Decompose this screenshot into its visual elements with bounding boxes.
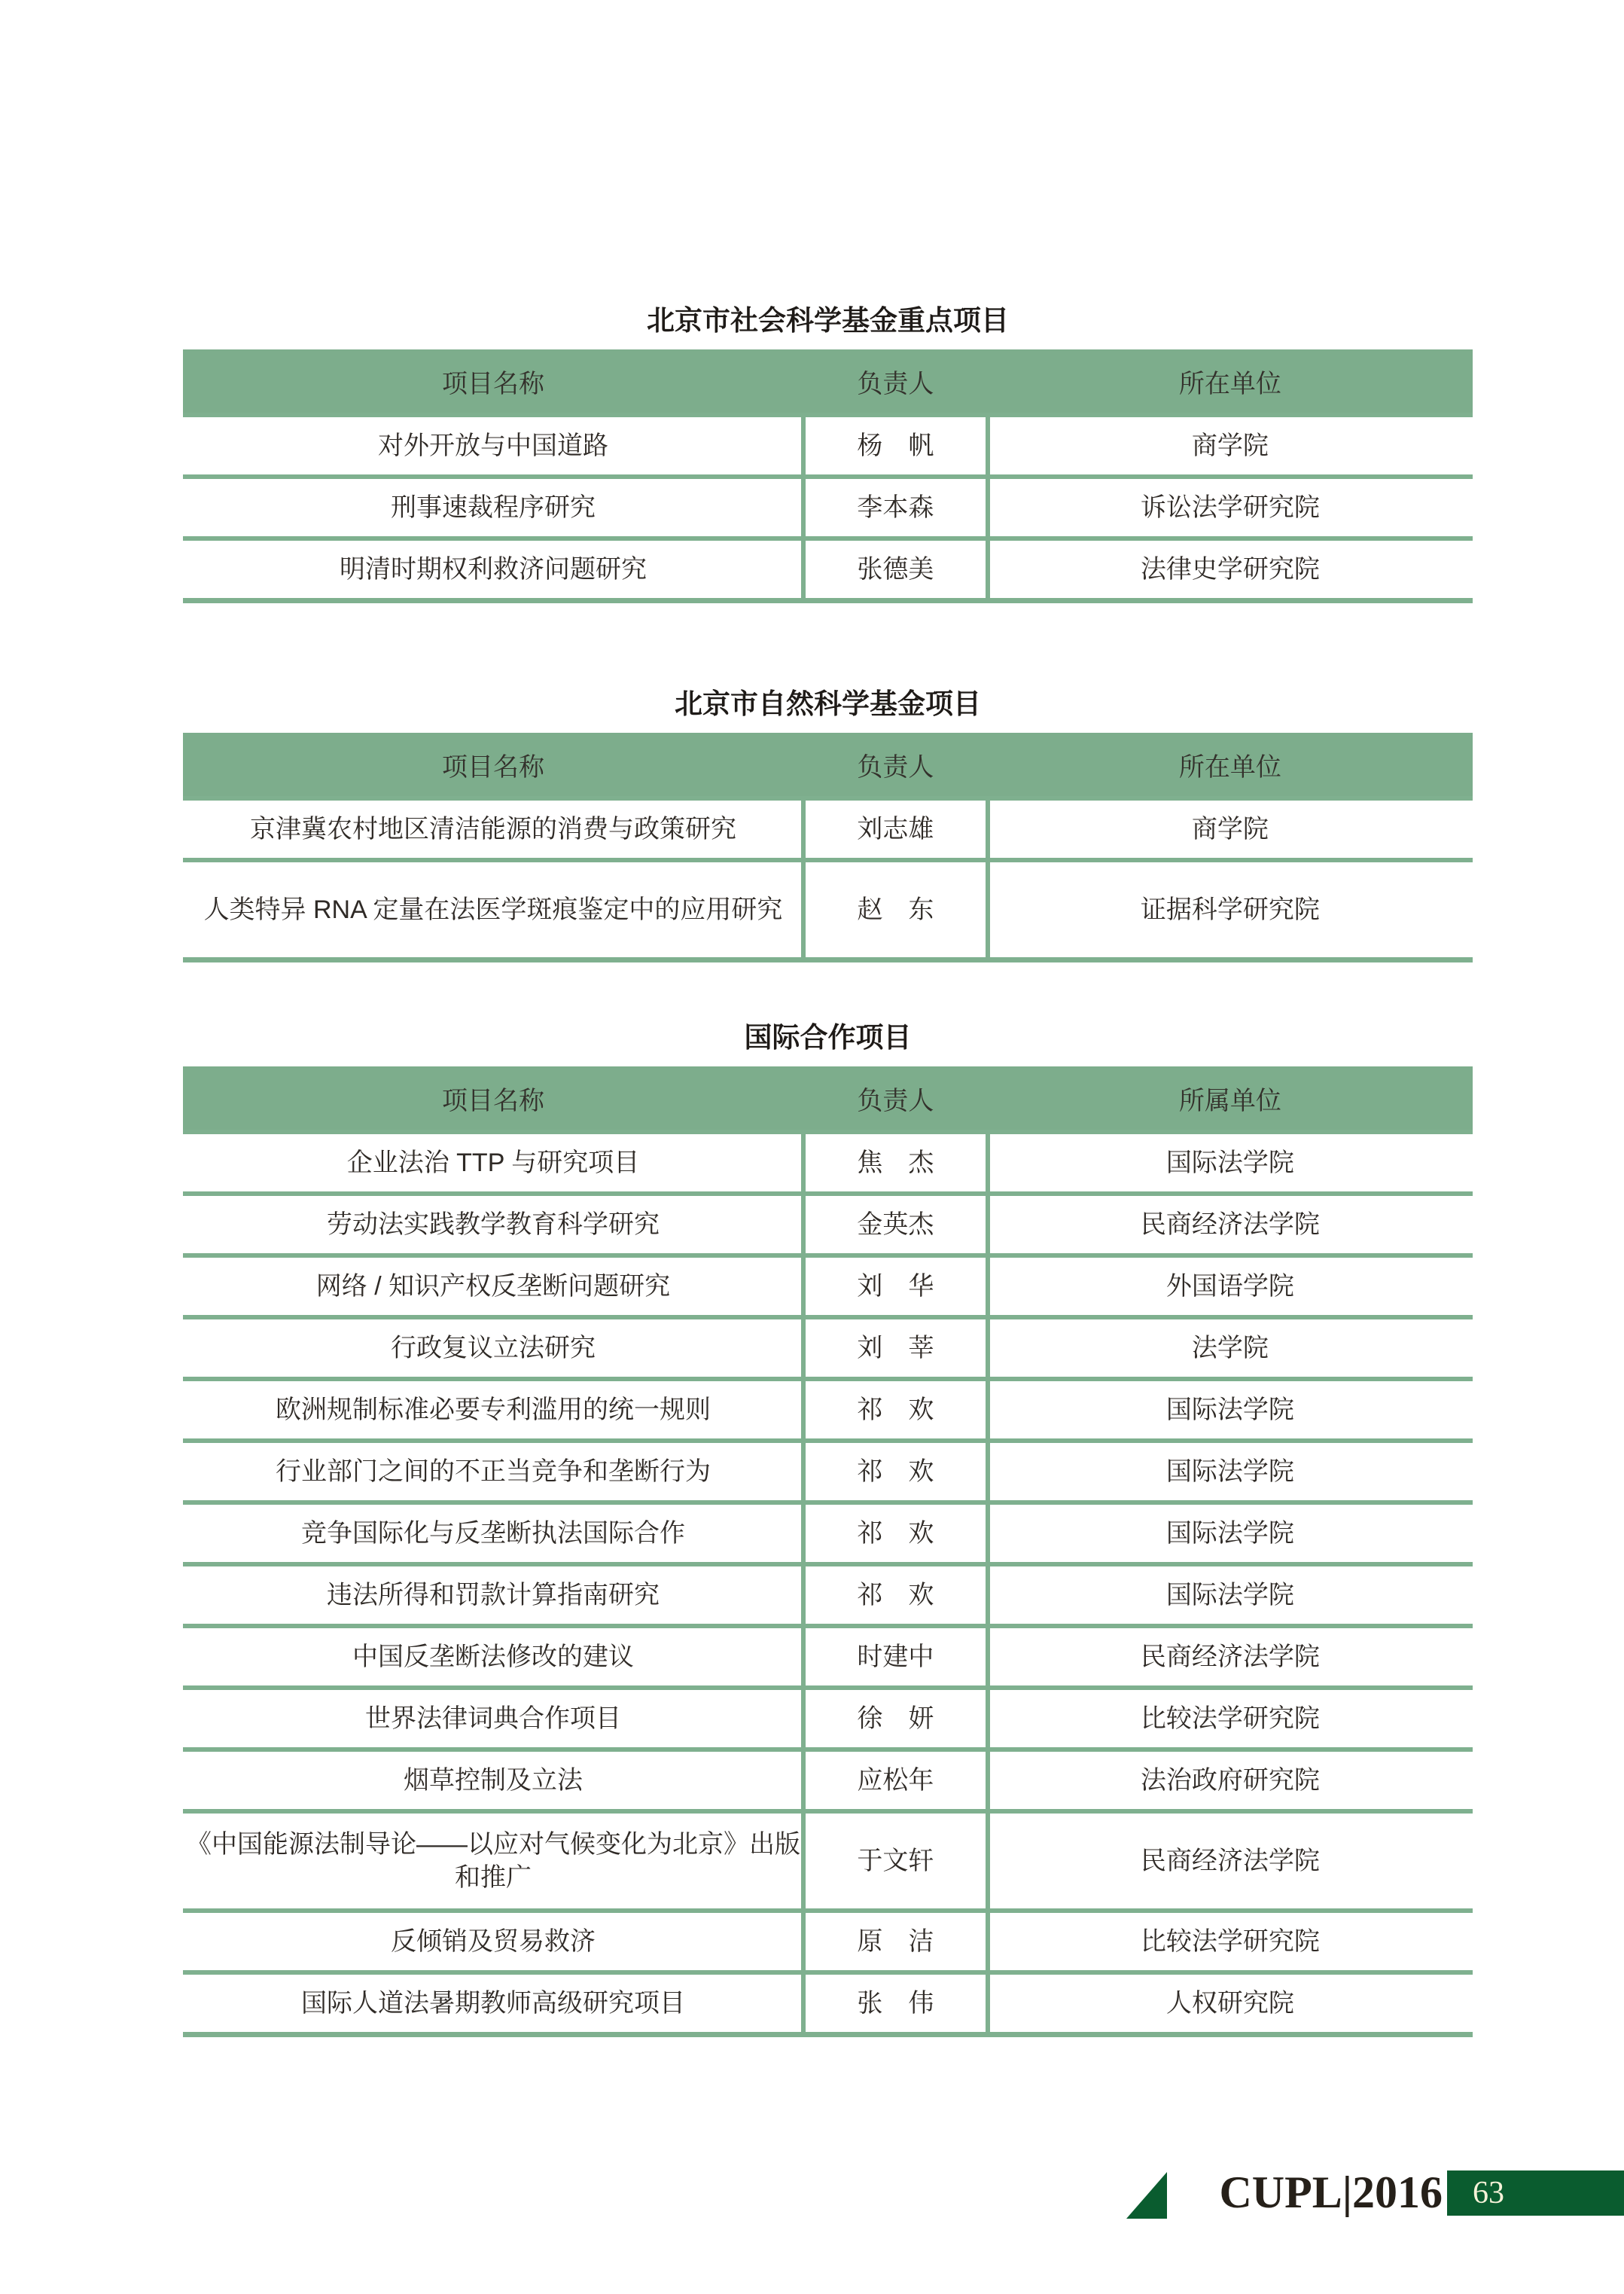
- table-row: [183, 1970, 1473, 2032]
- leader-name-cell: 张德美: [857, 555, 934, 584]
- page-number: 63: [1473, 2176, 1504, 2210]
- leader-name-cell: 祁 欢: [857, 1396, 934, 1424]
- project-name-cell: 网络 / 知识产权反垄断问题研究: [315, 1272, 671, 1301]
- table-row: [183, 1685, 1473, 1747]
- project-name-cell: 企业法治 TTP 与研究项目: [346, 1149, 640, 1177]
- project-name-cell: 中国反垄断法修改的建议: [352, 1643, 634, 1671]
- column-divider: [986, 796, 990, 957]
- table-row: [183, 413, 1473, 474]
- unit-name-cell: 法学院: [1191, 1334, 1269, 1362]
- unit-name-cell: 法治政府研究院: [1140, 1766, 1320, 1795]
- project-name-cell: 行政复议立法研究: [390, 1334, 596, 1362]
- unit-name-cell: 人权研究院: [1165, 1989, 1294, 2018]
- project-name-cell: 《中国能源法制导论——以应对气候变化为北京》出版和推广: [185, 1830, 800, 1892]
- column-header-project-name: 项目名称: [441, 1086, 544, 1115]
- table-header-row: [183, 1066, 1473, 1130]
- table-row: [183, 1253, 1473, 1315]
- unit-name-cell: 法律史学研究院: [1140, 555, 1320, 584]
- project-name-cell: 京津冀农村地区清洁能源的消费与政策研究: [249, 815, 736, 843]
- projects-table: [183, 349, 1473, 603]
- project-name-cell: 违法所得和罚款计算指南研究: [326, 1581, 660, 1609]
- table-row: [183, 474, 1473, 536]
- project-name-cell: 劳动法实践教学教育科学研究: [326, 1210, 660, 1239]
- table-row: [183, 1315, 1473, 1377]
- leader-name-cell: 祁 欢: [857, 1457, 934, 1486]
- leader-name-cell: 刘志雄: [857, 815, 934, 843]
- table-header-row: [183, 349, 1473, 413]
- table-title: 北京市自然科学基金项目: [675, 688, 981, 719]
- projects-table: [183, 1066, 1473, 2037]
- table-section: [183, 1020, 1473, 2037]
- project-name-cell: 明清时期权利救济问题研究: [339, 555, 647, 584]
- table-row: [183, 536, 1473, 598]
- project-name-cell: 世界法律词典合作项目: [364, 1704, 621, 1733]
- table-section: [183, 686, 1473, 962]
- column-header-unit: 所属单位: [1178, 1086, 1281, 1115]
- unit-name-cell: 比较法学研究院: [1140, 1927, 1320, 1956]
- column-divider: [801, 1130, 806, 2032]
- leader-name-cell: 焦 杰: [857, 1149, 934, 1177]
- unit-name-cell: 商学院: [1191, 432, 1269, 460]
- project-name-cell: 反倾销及贸易救济: [390, 1927, 596, 1956]
- column-header-unit: 所在单位: [1178, 369, 1281, 398]
- leader-name-cell: 祁 欢: [857, 1519, 934, 1548]
- unit-name-cell: 国际法学院: [1165, 1396, 1294, 1424]
- leader-name-cell: 于文轩: [857, 1847, 934, 1875]
- column-header-project-name: 项目名称: [441, 369, 544, 398]
- footer-triangle-icon: [1126, 2172, 1167, 2219]
- table-section: [183, 303, 1473, 603]
- table-title: 北京市社会科学基金重点项目: [647, 305, 1009, 336]
- project-name-cell: 刑事速裁程序研究: [390, 493, 596, 522]
- project-name-cell: 国际人道法暑期教师高级研究项目: [300, 1989, 685, 2018]
- leader-name-cell: 刘 华: [857, 1272, 934, 1301]
- projects-table: [183, 733, 1473, 962]
- leader-name-cell: 应松年: [857, 1766, 934, 1795]
- unit-name-cell: 证据科学研究院: [1140, 895, 1320, 924]
- table-row: [183, 1130, 1473, 1191]
- leader-name-cell: 刘 莘: [857, 1334, 934, 1362]
- table-row: [183, 858, 1473, 957]
- unit-name-cell: 比较法学研究院: [1140, 1704, 1320, 1733]
- unit-name-cell: 诉讼法学研究院: [1140, 493, 1320, 522]
- leader-name-cell: 赵 东: [857, 895, 934, 924]
- table-row: [183, 796, 1473, 858]
- column-header-unit: 所在单位: [1178, 752, 1281, 782]
- project-name-cell: 行业部门之间的不正当竞争和垄断行为: [275, 1457, 711, 1486]
- unit-name-cell: 民商经济法学院: [1140, 1210, 1320, 1239]
- leader-name-cell: 张 伟: [857, 1989, 934, 2018]
- footer-brand: CUPL|2016: [1219, 2167, 1443, 2217]
- column-divider: [801, 796, 806, 957]
- leader-name-cell: 徐 妍: [857, 1704, 934, 1733]
- table-row: [183, 1500, 1473, 1562]
- column-header-leader: 负责人: [857, 1086, 934, 1115]
- page-content: [183, 0, 1473, 2037]
- column-header-leader: 负责人: [857, 752, 934, 782]
- unit-name-cell: 国际法学院: [1165, 1457, 1294, 1486]
- table-row: [183, 1747, 1473, 1809]
- unit-name-cell: 商学院: [1191, 815, 1269, 843]
- table-row: [183, 1438, 1473, 1500]
- column-divider: [986, 413, 990, 598]
- column-divider: [986, 1130, 990, 2032]
- page-number-bar: [1447, 2170, 1624, 2216]
- leader-name-cell: 金英杰: [857, 1210, 934, 1239]
- project-name-cell: 人类特异 RNA 定量在法医学斑痕鉴定中的应用研究: [203, 895, 783, 924]
- project-name-cell: 对外开放与中国道路: [377, 432, 608, 460]
- table-body: [183, 1130, 1473, 2037]
- table-row: [183, 1624, 1473, 1685]
- unit-name-cell: 民商经济法学院: [1140, 1643, 1320, 1671]
- unit-name-cell: 外国语学院: [1165, 1272, 1294, 1301]
- leader-name-cell: 原 洁: [857, 1927, 934, 1956]
- unit-name-cell: 国际法学院: [1165, 1149, 1294, 1177]
- leader-name-cell: 祁 欢: [857, 1581, 934, 1609]
- table-row: [183, 1562, 1473, 1624]
- table-header-row: [183, 733, 1473, 796]
- project-name-cell: 欧洲规制标准必要专利滥用的统一规则: [275, 1396, 711, 1424]
- leader-name-cell: 杨 帆: [857, 432, 934, 460]
- table-body: [183, 796, 1473, 962]
- table-title: 国际合作项目: [744, 1022, 912, 1053]
- column-header-project-name: 项目名称: [441, 752, 544, 782]
- table-row: [183, 1191, 1473, 1253]
- project-name-cell: 竞争国际化与反垄断执法国际合作: [300, 1519, 685, 1548]
- unit-name-cell: 民商经济法学院: [1140, 1847, 1320, 1875]
- table-body: [183, 413, 1473, 603]
- table-row: [183, 1908, 1473, 1970]
- project-name-cell: 烟草控制及立法: [403, 1766, 583, 1795]
- column-divider: [801, 413, 806, 598]
- leader-name-cell: 时建中: [857, 1643, 934, 1671]
- table-row: [183, 1809, 1473, 1908]
- leader-name-cell: 李本森: [857, 493, 934, 522]
- column-header-leader: 负责人: [857, 369, 934, 398]
- table-row: [183, 1377, 1473, 1438]
- unit-name-cell: 国际法学院: [1165, 1581, 1294, 1609]
- unit-name-cell: 国际法学院: [1165, 1519, 1294, 1548]
